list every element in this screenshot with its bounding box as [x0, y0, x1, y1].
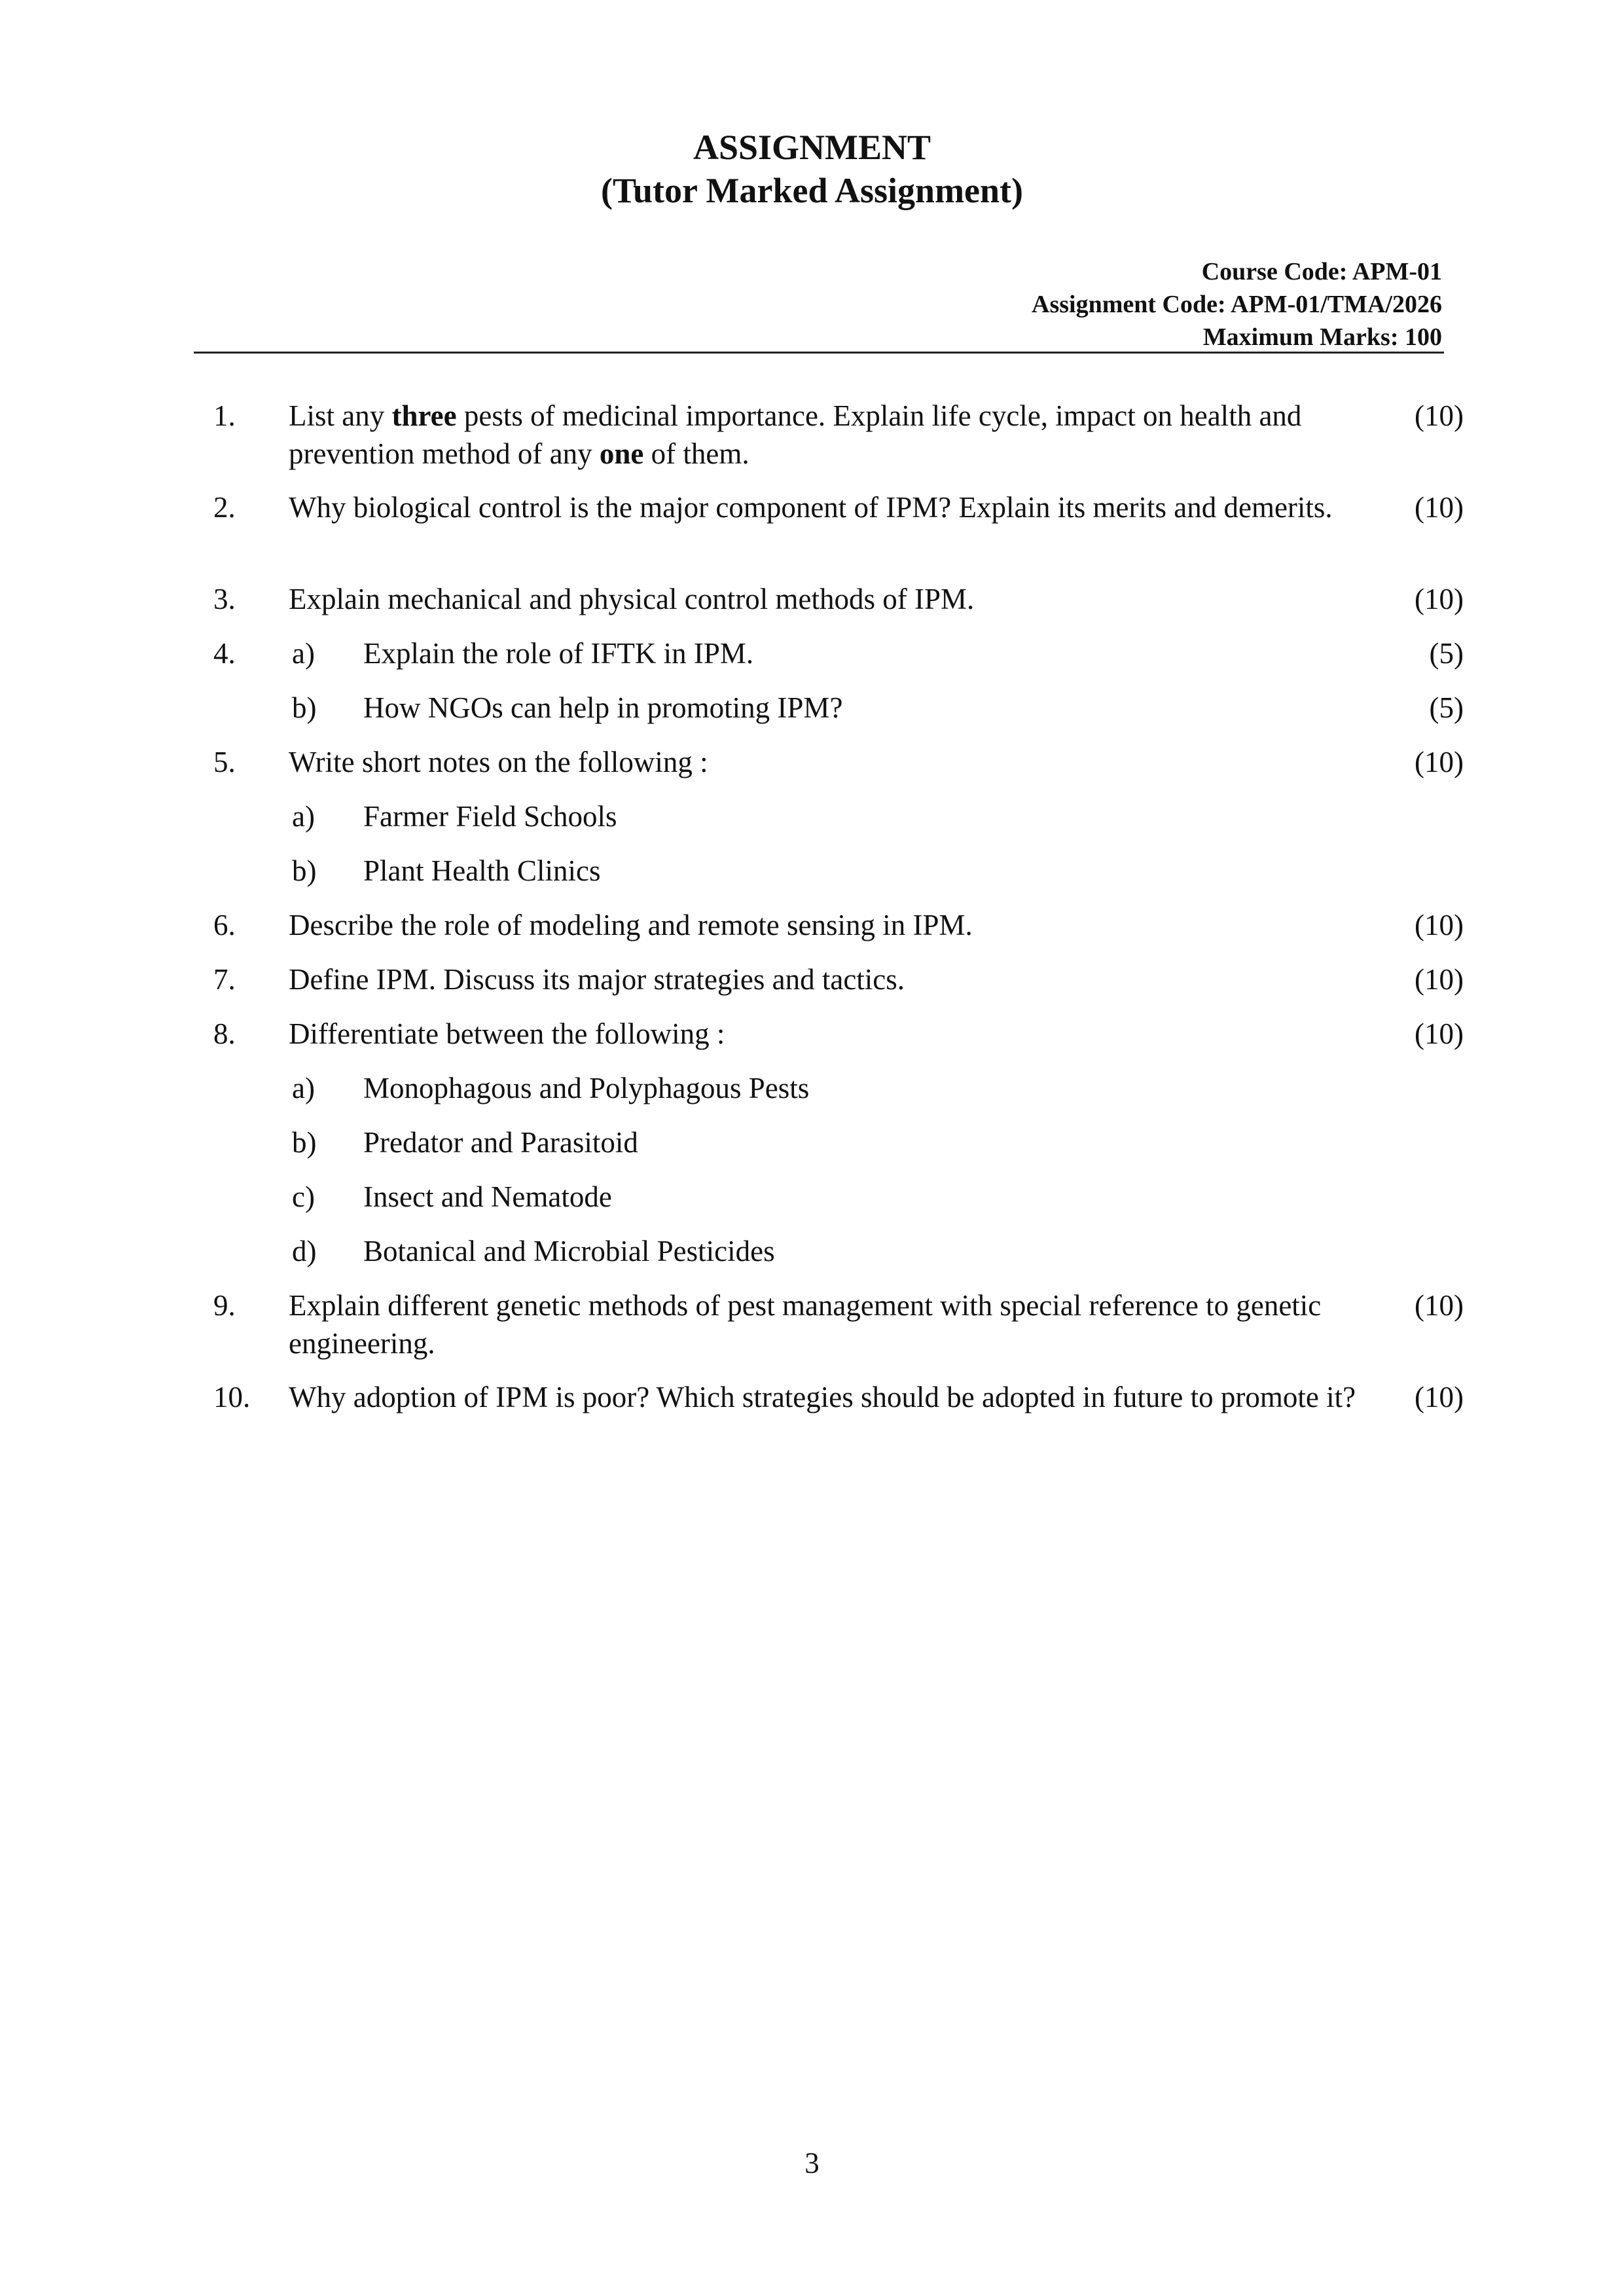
question-number: 3. [213, 583, 236, 615]
sub-question-label: a) [292, 1072, 315, 1104]
question-marks: (10) [1415, 399, 1464, 432]
sub-question-label: b) [292, 691, 317, 724]
course-code: Course Code: APM-01 [1201, 258, 1442, 285]
sub-question-text: Farmer Field Schools [363, 800, 617, 833]
sub-question-label: d) [292, 1235, 317, 1267]
sub-question-text: Plant Health Clinics [363, 854, 601, 887]
sub-question-text: Insect and Nematode [363, 1180, 612, 1213]
question-number: 1. [213, 399, 236, 432]
question-text: Define IPM. Discuss its major strategies and tactics. [289, 963, 905, 996]
question-marks: (5) [1429, 637, 1464, 670]
assignment-subtitle: (Tutor Marked Assignment) [600, 171, 1024, 210]
question-text: Why adoption of IPM is poor? Which strategies should be adopted in future to promote it? [289, 1381, 1356, 1413]
sub-question-label: b) [292, 1126, 317, 1159]
question-marks: (10) [1415, 491, 1464, 524]
question-text: Explain different genetic methods of pest management with special reference to genetic engineering. [289, 1289, 1322, 1360]
maximum-marks: Maximum Marks: 100 [1202, 323, 1442, 351]
question-number: 4. [213, 637, 236, 670]
question-marks: (10) [1415, 909, 1464, 941]
assignment-code: Assignment Code: APM-01/TMA/2026 [1032, 291, 1442, 318]
question-number: 5. [213, 746, 236, 778]
sub-question-text: Monophagous and Polyphagous Pests [363, 1072, 810, 1104]
assignment-title: ASSIGNMENT [693, 128, 931, 167]
sub-question-label: a) [292, 637, 315, 670]
sub-question-label: c) [292, 1180, 315, 1213]
question-marks: (10) [1415, 746, 1464, 778]
sub-question-text: Botanical and Microbial Pesticides [363, 1235, 775, 1267]
question-text: List any three pests of medicinal importance. Explain life cycle, impact on health and prevention method of any one of them. [289, 399, 1302, 470]
question-marks: (10) [1415, 1017, 1464, 1050]
question-marks: (5) [1429, 691, 1464, 724]
sub-question-text: Predator and Parasitoid [363, 1126, 638, 1159]
question-marks: (10) [1415, 1381, 1464, 1413]
question-text: Differentiate between the following : [289, 1017, 725, 1050]
page-number: 3 [804, 2147, 820, 2179]
question-number: 10. [213, 1381, 251, 1413]
sub-question-label: a) [292, 800, 315, 833]
sub-question-text: Explain the role of IFTK in IPM. [363, 637, 754, 670]
question-number: 2. [213, 491, 236, 524]
question-number: 9. [213, 1289, 236, 1322]
sub-question-text: How NGOs can help in promoting IPM? [363, 691, 843, 724]
question-text: Why biological control is the major component of IPM? Explain its merits and demerits. [289, 491, 1333, 524]
question-number: 7. [213, 963, 236, 996]
question-number: 6. [213, 909, 236, 941]
question-text: Explain mechanical and physical control methods of IPM. [289, 583, 975, 615]
question-marks: (10) [1415, 1289, 1464, 1322]
question-text: Describe the role of modeling and remote sensing in IPM. [289, 909, 973, 941]
question-number: 8. [213, 1017, 236, 1050]
question-text: Write short notes on the following : [289, 746, 708, 778]
question-marks: (10) [1415, 583, 1464, 615]
sub-question-label: b) [292, 854, 317, 887]
question-marks: (10) [1415, 963, 1464, 996]
